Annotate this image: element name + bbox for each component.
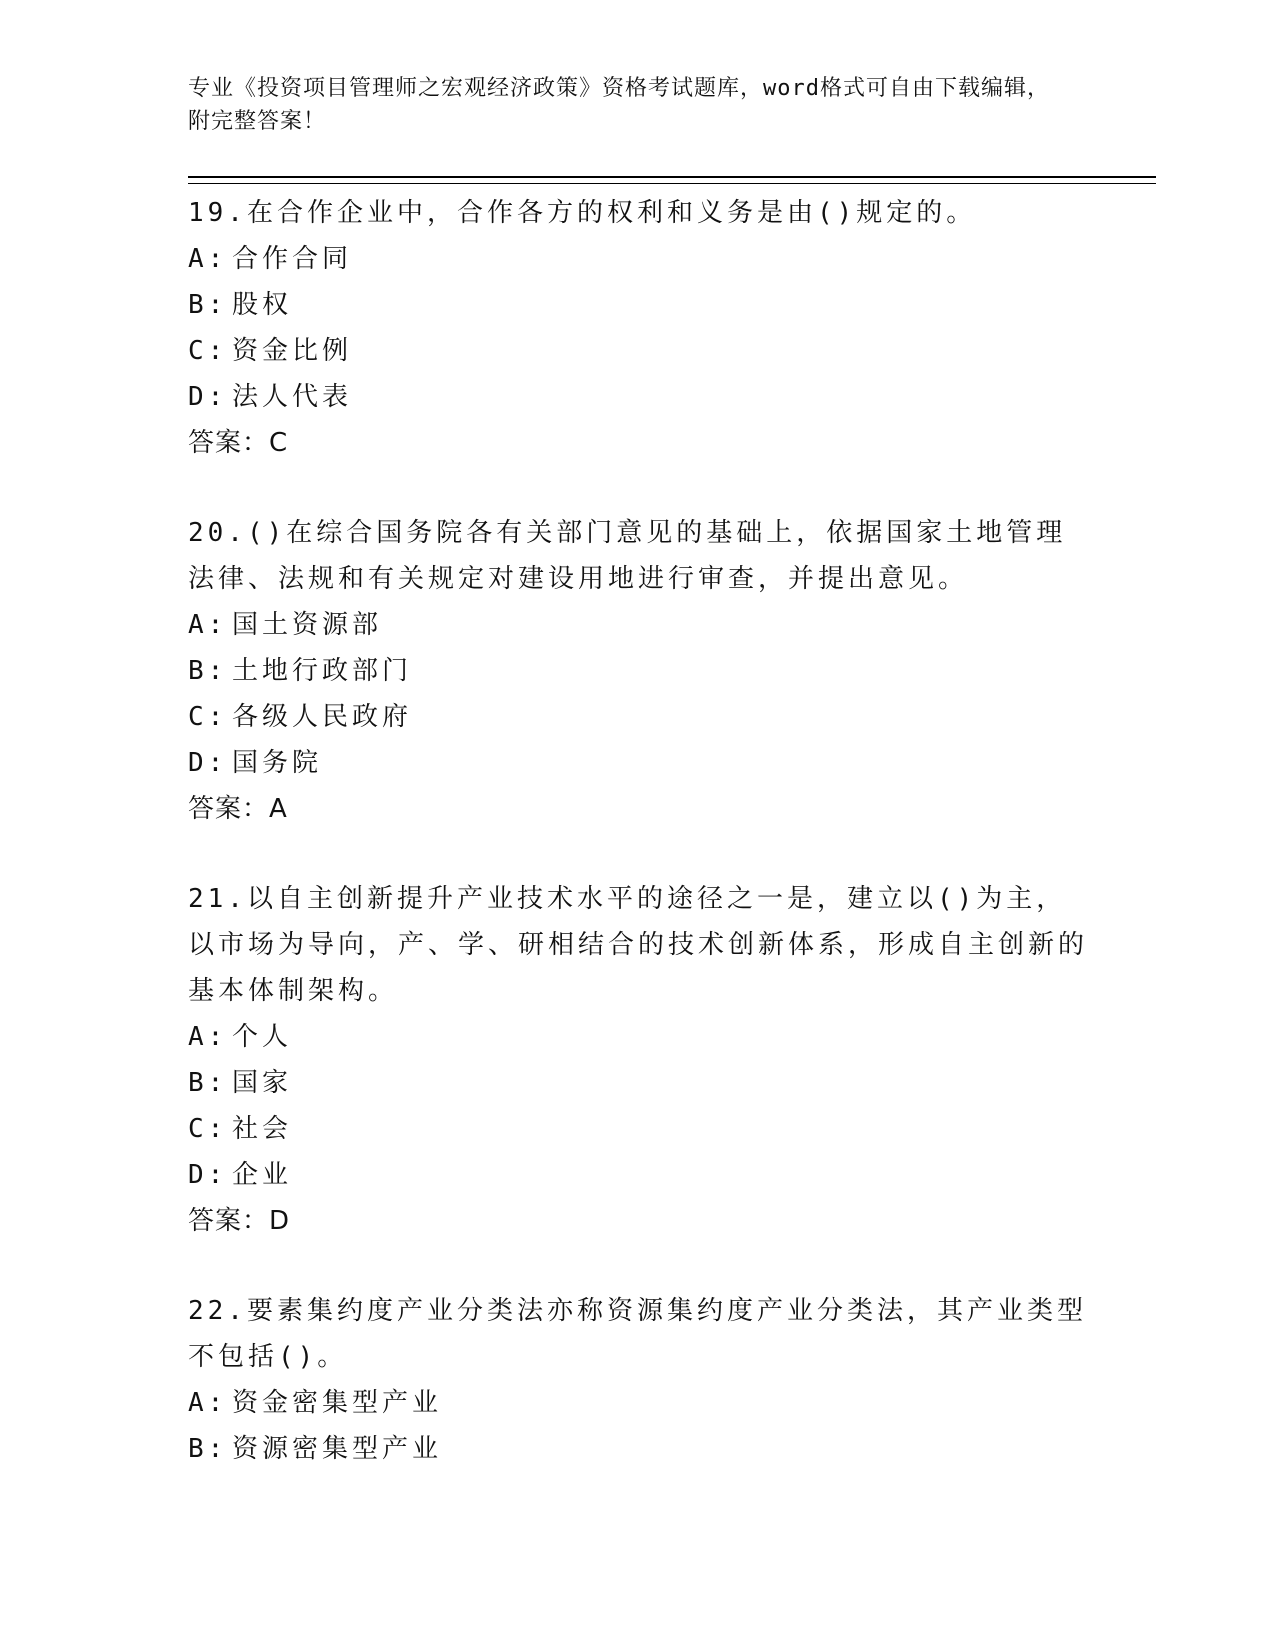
option-key: A: [188,1388,228,1418]
option-key: B: [188,1068,228,1098]
option-text: 资金比例 [232,336,353,366]
option-a [188,236,1088,282]
option-d [188,1152,1088,1198]
answer-line: 答案：D [188,1206,291,1236]
option-text: 国土资源部 [232,610,383,640]
option-a [188,1014,1088,1060]
question-20 [188,510,1088,832]
option-b [188,282,1088,328]
question-text: 19.在合作企业中，合作各方的权利和义务是由()规定的。 [188,198,977,228]
option-c [188,328,1088,374]
option-key: A: [188,610,228,640]
option-b [188,648,1088,694]
option-text: 股权 [232,290,293,320]
option-text: 企业 [232,1160,293,1190]
question-list [188,190,1088,1516]
option-key: D: [188,1160,228,1190]
option-key: A: [188,1022,228,1052]
header-divider-thin [188,183,1156,184]
answer-line: 答案：A [188,794,288,824]
option-key: C: [188,1114,228,1144]
option-text: 资金密集型产业 [232,1388,443,1418]
question-19 [188,190,1088,466]
option-a [188,602,1088,648]
option-key: A: [188,244,228,274]
option-text: 国家 [232,1068,293,1098]
question-text: 21.以自主创新提升产业技术水平的途径之一是，建立以()为主，以市场为导向，产、学、研相结合的技术创新体系，形成自主创新的基本体制架构。 [188,884,1089,1006]
option-text: 资源密集型产业 [232,1434,443,1464]
question-21 [188,876,1088,1244]
header-divider-thick [188,176,1156,178]
answer-line: 答案：C [188,428,289,458]
document-header [188,72,1068,138]
option-c [188,694,1088,740]
option-d [188,374,1088,420]
option-key: D: [188,382,228,412]
question-22 [188,1288,1088,1472]
option-key: B: [188,290,228,320]
header-title: 专业《投资项目管理师之宏观经济政策》资格考试题库，word格式可自由下载编辑，附完整答案！ [188,76,1050,134]
option-key: B: [188,656,228,686]
option-text: 土地行政部门 [232,656,413,686]
option-key: C: [188,336,228,366]
option-key: B: [188,1434,228,1464]
option-text: 合作合同 [232,244,353,274]
option-text: 个人 [232,1022,293,1052]
option-text: 社会 [232,1114,293,1144]
option-key: D: [188,748,228,778]
option-c [188,1106,1088,1152]
option-text: 各级人民政府 [232,702,413,732]
question-text: 20.()在综合国务院各有关部门意见的基础上，依据国家土地管理法律、法规和有关规定对建设用地进行审查，并提出意见。 [188,518,1067,594]
option-key: C: [188,702,228,732]
option-text: 国务院 [232,748,323,778]
option-text: 法人代表 [232,382,353,412]
option-d [188,740,1088,786]
option-a [188,1380,1088,1426]
option-b [188,1060,1088,1106]
question-text: 22.要素集约度产业分类法亦称资源集约度产业分类法，其产业类型不包括()。 [188,1296,1087,1372]
option-b [188,1426,1088,1472]
